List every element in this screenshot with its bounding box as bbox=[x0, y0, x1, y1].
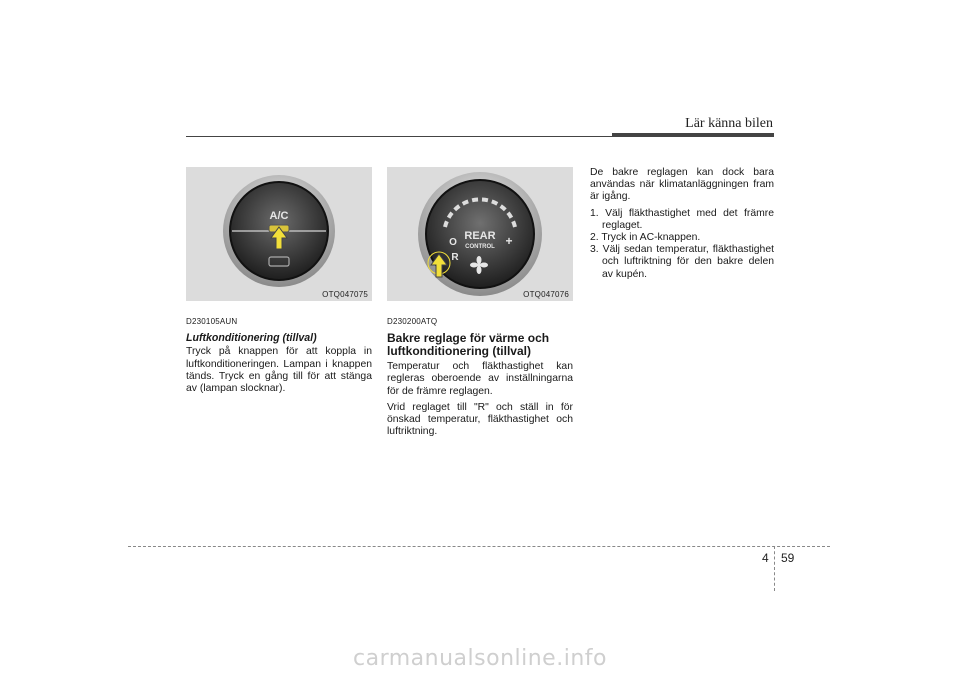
section-paragraph: Temperatur och fläkthastighet kan regleras oberoende av inställningarna för de främre reglagen. bbox=[387, 361, 573, 397]
section-code: D230200ATQ bbox=[387, 317, 438, 326]
watermark: carmanualsonline.info bbox=[353, 646, 607, 671]
ac-knob-illustration bbox=[186, 167, 372, 301]
figure-ac-button bbox=[186, 167, 372, 301]
chapter-number: 4 bbox=[762, 551, 769, 565]
footer-rule bbox=[128, 546, 830, 547]
off-mark: O bbox=[449, 237, 457, 248]
column-rear-usage bbox=[590, 167, 774, 281]
column-ac bbox=[186, 316, 372, 399]
header-title: Lär känna bilen bbox=[685, 116, 773, 131]
figure-rear-control bbox=[387, 167, 573, 301]
list-item: 2. Tryck in AC-knappen. bbox=[590, 232, 701, 244]
list-item: 3. Välj sedan temperatur, fläkthastighet och luftriktning för den bakre delen av kupén. bbox=[590, 244, 774, 280]
rear-mark: R bbox=[451, 252, 459, 263]
intro-paragraph: De bakre reglagen kan dock bara användas när klimatanläggningen fram är igång. bbox=[590, 167, 774, 203]
figure-code: OTQ047075 bbox=[322, 290, 368, 299]
steps-list bbox=[590, 208, 774, 281]
page-number: 59 bbox=[781, 551, 795, 565]
control-label: CONTROL bbox=[465, 244, 495, 250]
page-divider bbox=[774, 546, 776, 591]
column-rear-control bbox=[387, 316, 573, 442]
figure-code: OTQ047076 bbox=[523, 290, 569, 299]
section-body: Tryck på knappen för att koppla in luftkonditioneringen. Lampan i knappen tänds. Tryck en gång till för att stänga av (lampan slocknar). bbox=[186, 346, 372, 395]
section-code: D230105AUN bbox=[186, 317, 238, 326]
plus-mark: + bbox=[505, 234, 513, 248]
section-heading: Bakre reglage för värme och luftkonditionering (tillval) bbox=[387, 331, 550, 359]
rear-control-illustration bbox=[387, 167, 573, 301]
header-rule-accent bbox=[612, 133, 774, 137]
rear-label: REAR bbox=[464, 230, 496, 242]
ac-label: A/C bbox=[269, 210, 289, 222]
section-subtitle: Luftkonditionering (tillval) bbox=[186, 332, 317, 345]
list-item: 1. Välj fläkthastighet med det främre reglaget. bbox=[590, 207, 774, 231]
section-paragraph: Vrid reglaget till "R" och ställ in för önskad temperatur, fläkthastighet och luftriktning. bbox=[387, 401, 573, 438]
